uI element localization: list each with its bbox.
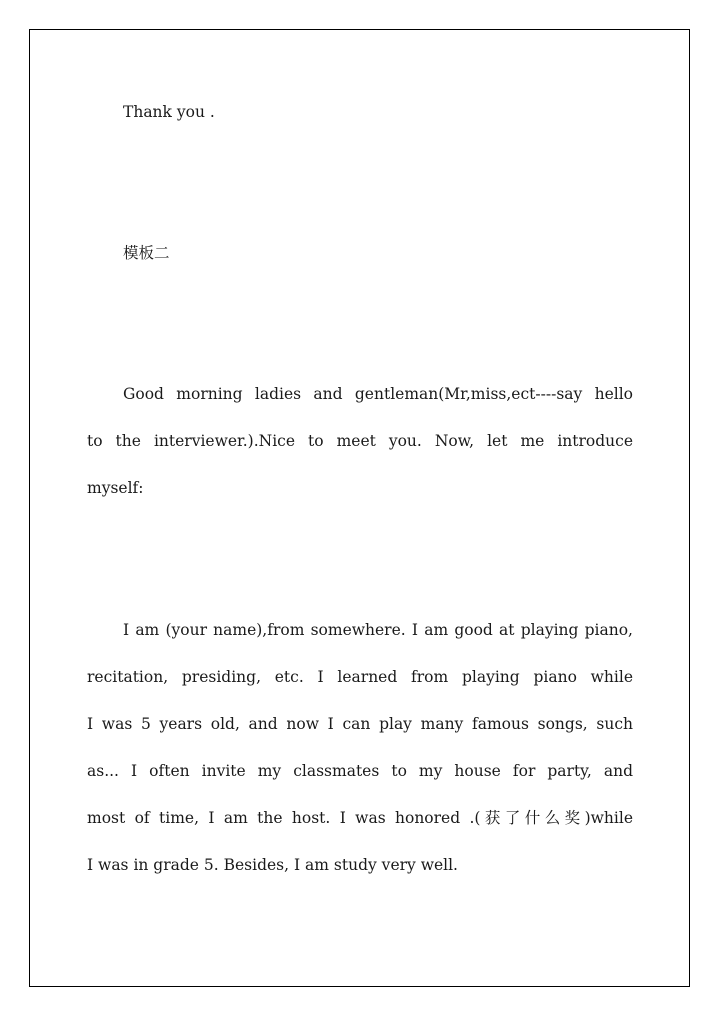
page-border (29, 29, 690, 987)
section-heading: 模板二 (123, 244, 170, 262)
paragraph-2-line-3: I was 5 years old, and now I can play many famous songs, such (87, 715, 633, 733)
paragraph-2-line-5: most of time, I am the host. I was honored .(获了什么奖)while (87, 809, 633, 827)
paragraph-2-line-1: I am (your name),from somewhere. I am good at playing piano, (123, 621, 633, 639)
thanks-line: Thank you . (123, 103, 215, 121)
paragraph-2-line-4: as... I often invite my classmates to my house for party, and (87, 762, 633, 780)
paragraph-2-line-2: recitation, presiding, etc. I learned from playing piano while (87, 668, 633, 686)
paragraph-1-line-3: myself: (87, 479, 144, 497)
paragraph-2-line-6: I was in grade 5. Besides, I am study very well. (87, 856, 458, 874)
paragraph-1-line-1: Good morning ladies and gentleman(Mr,miss,ect----say hello (123, 385, 633, 403)
paragraph-1-line-2: to the interviewer.).Nice to meet you. Now, let me introduce (87, 432, 633, 450)
